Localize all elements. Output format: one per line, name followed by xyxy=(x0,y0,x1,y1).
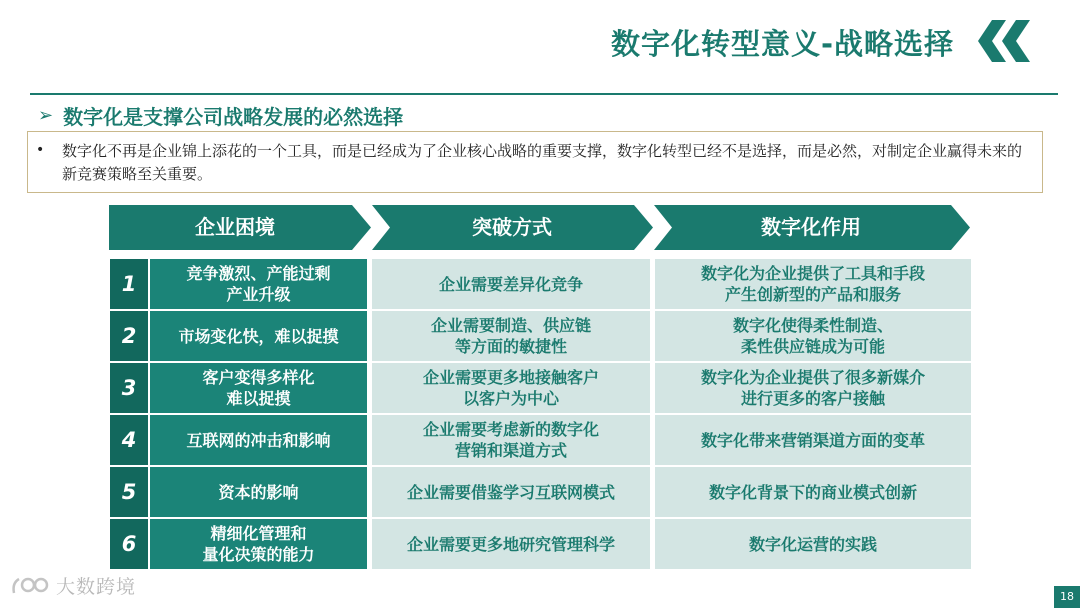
dilemma-cell: 资本的影响 xyxy=(150,467,367,517)
header-label-dilemma: 企业困境 xyxy=(195,215,275,239)
approach-cell: 企业需要更多地研究管理科学 xyxy=(372,519,650,569)
dilemma-cell: 市场变化快，难以捉摸 xyxy=(150,311,367,361)
table-header xyxy=(109,205,971,250)
section-heading xyxy=(38,101,403,130)
dilemma-cell: 互联网的冲击和影响 xyxy=(150,415,367,465)
dilemma-cell: 精细化管理和 量化决策的能力 xyxy=(150,519,367,569)
table-row xyxy=(110,363,971,413)
chevron-left-icon xyxy=(972,20,1036,62)
table-row xyxy=(110,311,971,361)
table-row xyxy=(110,519,971,569)
role-cell: 数字化带来营销渠道方面的变革 xyxy=(655,415,971,465)
row-number: 3 xyxy=(110,363,148,413)
summary-box xyxy=(27,131,1043,193)
header-label-role: 数字化作用 xyxy=(761,215,861,239)
role-cell: 数字化使得柔性制造、 柔性供应链成为可能 xyxy=(655,311,971,361)
table-row xyxy=(110,467,971,517)
watermark-text: 大数跨境 xyxy=(56,576,137,598)
title-divider xyxy=(30,93,1058,95)
dilemma-cell: 竞争激烈、产能过剩 产业升级 xyxy=(150,259,367,309)
page-title: 数字化转型意义-战略选择 xyxy=(610,27,954,61)
arrow-bullet-icon: ➢ xyxy=(38,105,54,126)
summary-text: 数字化不再是企业锦上添花的一个工具，而是已经成为了企业核心战略的重要支撑，数字化转型已经不是选择，而是必然，对制定企业赢得未来的新竞赛策略至关重要。 xyxy=(62,142,1023,183)
row-number: 5 xyxy=(110,467,148,517)
row-number: 4 xyxy=(110,415,148,465)
approach-cell: 企业需要更多地接触客户 以客户为中心 xyxy=(372,363,650,413)
header-label-approach: 突破方式 xyxy=(472,215,552,239)
dilemma-cell: 客户变得多样化 难以捉摸 xyxy=(150,363,367,413)
table-row xyxy=(110,259,971,309)
row-number: 1 xyxy=(110,259,148,309)
bullet-icon: • xyxy=(36,142,45,158)
approach-cell: 企业需要借鉴学习互联网模式 xyxy=(372,467,650,517)
table-row xyxy=(110,415,971,465)
row-number: 6 xyxy=(110,519,148,569)
approach-cell: 企业需要差异化竞争 xyxy=(372,259,650,309)
role-cell: 数字化为企业提供了很多新媒介 进行更多的客户接触 xyxy=(655,363,971,413)
watermark-logo-icon xyxy=(10,573,50,599)
watermark xyxy=(10,572,136,599)
approach-cell: 企业需要制造、供应链 等方面的敏捷性 xyxy=(372,311,650,361)
role-cell: 数字化背景下的商业模式创新 xyxy=(655,467,971,517)
approach-cell: 企业需要考虑新的数字化 营销和渠道方式 xyxy=(372,415,650,465)
role-cell: 数字化为企业提供了工具和手段 产生创新型的产品和服务 xyxy=(655,259,971,309)
section-heading-text: 数字化是支撑公司战略发展的必然选择 xyxy=(63,105,404,129)
role-cell: 数字化运营的实践 xyxy=(655,519,971,569)
page-number: 18 xyxy=(1054,586,1080,608)
row-number: 2 xyxy=(110,311,148,361)
